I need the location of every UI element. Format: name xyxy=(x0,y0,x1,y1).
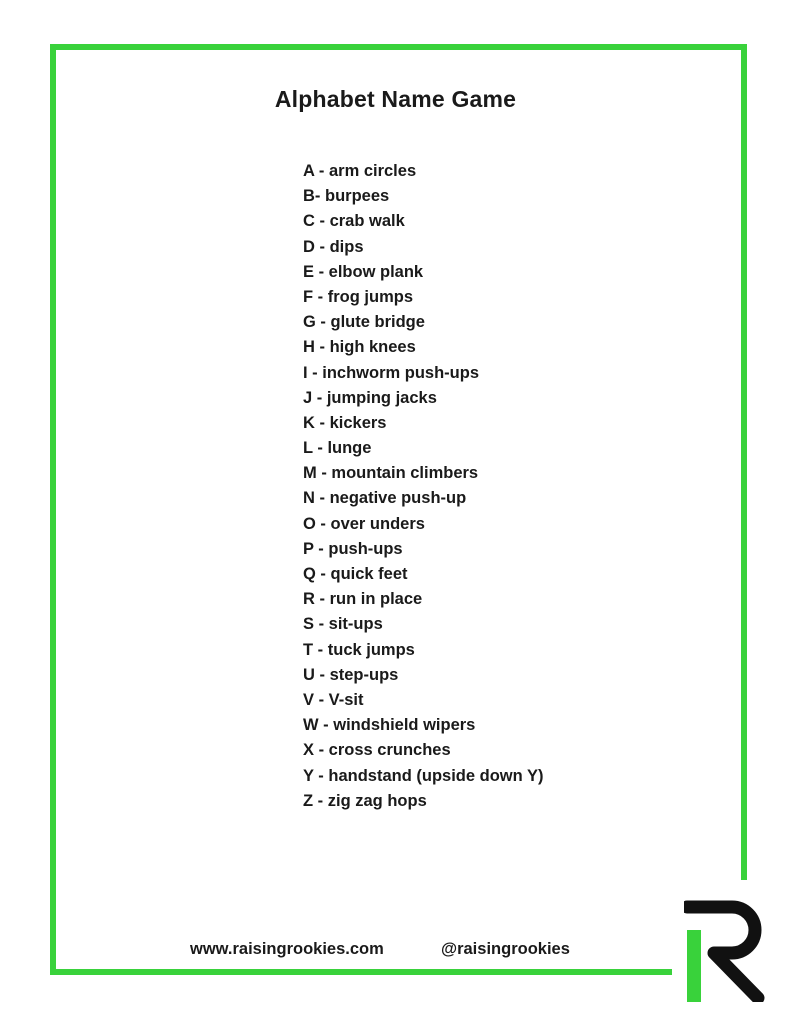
list-item: F - frog jumps xyxy=(303,287,413,306)
list-item: K - kickers xyxy=(303,413,387,432)
list-item: T - tuck jumps xyxy=(303,640,415,659)
list-item: W - windshield wipers xyxy=(303,716,476,735)
list-item: R - run in place xyxy=(303,590,423,609)
list-item: H - high knees xyxy=(303,338,416,357)
list-item: N - negative push-up xyxy=(303,489,467,508)
list-item: C - crab walk xyxy=(303,212,405,231)
list-item: E - elbow plank xyxy=(303,262,424,281)
social-handle: @raisingrookies xyxy=(441,940,570,958)
list-item: S - sit-ups xyxy=(303,615,383,634)
page-title: Alphabet Name Game xyxy=(274,86,517,112)
list-item: M - mountain climbers xyxy=(303,464,479,483)
list-item: U - step-ups xyxy=(303,665,399,684)
list-item: J - jumping jacks xyxy=(303,388,437,407)
list-item: A - arm circles xyxy=(303,162,417,180)
list-item: Y - handstand (upside down Y) xyxy=(303,766,544,785)
list-item: Z - zig zag hops xyxy=(303,791,427,810)
list-item: Q - quick feet xyxy=(303,565,408,583)
list-item: L - lunge xyxy=(303,439,372,458)
list-item: G - glute bridge xyxy=(303,313,425,332)
list-item: V - V-sit xyxy=(303,690,364,709)
list-item: I - inchworm push-ups xyxy=(303,363,479,382)
website-url: www.raisingrookies.com xyxy=(190,940,384,958)
raising-rookies-r-logo-icon xyxy=(684,898,774,1002)
list-item: B- burpees xyxy=(303,187,390,206)
list-item: D - dips xyxy=(303,237,364,256)
list-item: P - push-ups xyxy=(303,539,403,558)
exercise-list xyxy=(303,159,543,814)
list-item: X - cross crunches xyxy=(303,741,451,760)
list-item: O - over unders xyxy=(303,514,425,533)
